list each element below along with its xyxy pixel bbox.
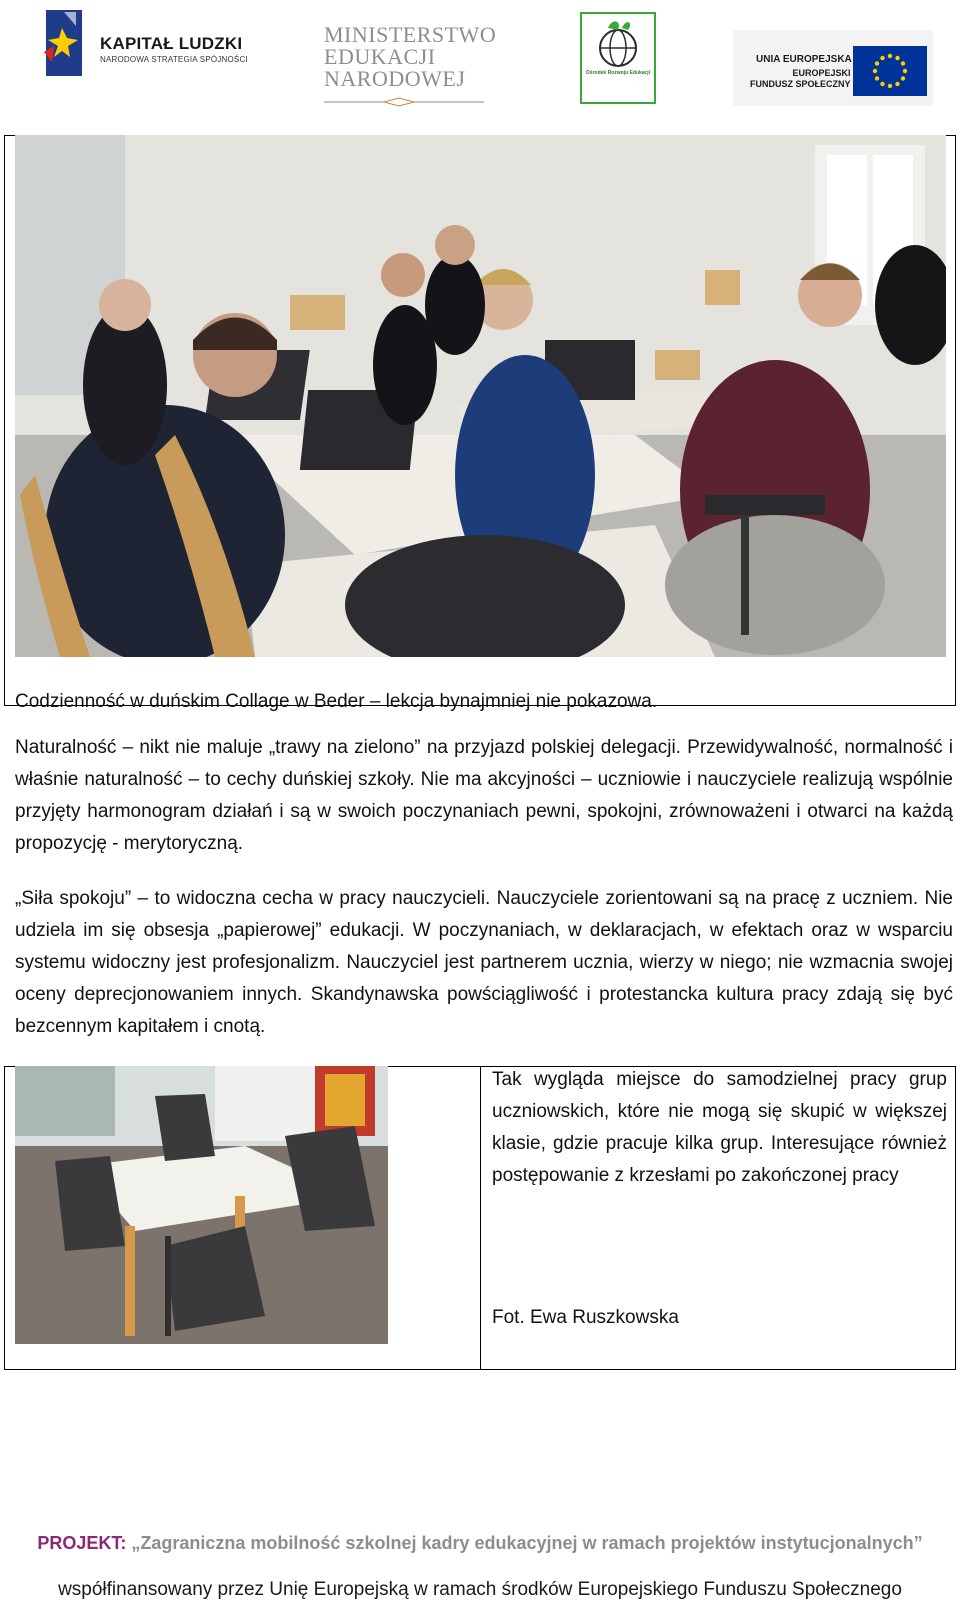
eu-star-icon — [895, 82, 899, 86]
eu-star-icon — [875, 76, 879, 80]
project-label: PROJEKT: — [37, 1533, 127, 1553]
eu-star-icon — [873, 69, 877, 73]
photo-credit: Fot. Ewa Ruszkowska — [492, 1307, 679, 1328]
ministerstwo-line1: MINISTERSTWO — [324, 22, 497, 47]
classroom-photo — [15, 135, 946, 657]
paragraph-naturalnosc: Naturalność – nikt nie maluje „trawy na zielono” na przyjazd polskiej delegacji. Przewidywalność, normalność i właśnie naturalność – to cechy duńskiej szkoły. Nie ma akcyjności – uczniowie i nauczyciele realizują wspólnie przyjęty harmonogram działań i są w swoich poczynaniach pewni, spokojni, zrównoważeni i otwarci na każdą propozycję - merytoryczną. — [15, 737, 953, 854]
oer-logo — [580, 12, 656, 104]
ue-sub — [750, 68, 851, 90]
kapital-ludzki-title: KAPITAŁ LUDZKI — [100, 34, 243, 53]
photo-caption: Codzienność w duńskim Collage w Beder – lekcja bynajmniej nie pokazowa. — [15, 691, 658, 712]
project-title: „Zagraniczna mobilność szkolnej kadry edukacyjnej w ramach projektów instytucjonalnych” — [131, 1533, 923, 1553]
eu-star-icon — [888, 54, 892, 58]
workspace-photo — [15, 1066, 388, 1344]
oer-caption: Ośrodek Rozwoju Edukacji — [585, 70, 651, 76]
ue-title: UNIA EUROPEJSKA — [756, 54, 852, 65]
workspace-description: Tak wygląda miejsce do samodzielnej pracy grup uczniowskich, które nie mogą się skupić w większej klasie, gdzie pracuje kilka grup. Interesujące również postępowanie z krzesłami po zakończonej pracy — [492, 1069, 947, 1186]
eu-star-icon — [875, 61, 879, 65]
ministerstwo-line2: EDUKACJI — [324, 44, 436, 69]
ue-sub-line1: EUROPEJSKI — [792, 68, 851, 78]
kapital-ludzki-subtitle: NARODOWA STRATEGIA SPÓJNOŚCI — [100, 55, 248, 64]
ministerstwo-logo — [324, 24, 496, 112]
globe-icon — [582, 14, 654, 74]
ue-sub-line2: FUNDUSZ SPOŁECZNY — [750, 79, 851, 89]
workspace-box-divider — [480, 1066, 481, 1370]
ministerstwo-pen-icon — [324, 96, 484, 108]
eu-star-icon — [903, 69, 907, 73]
cofinancing-note: współfinansowany przez Unię Europejską w ramach środków Europejskiego Funduszu Społecznego — [58, 1579, 902, 1600]
eu-star-icon — [901, 61, 905, 65]
eu-flag-icon — [853, 46, 927, 96]
eu-star-icon — [895, 56, 899, 60]
ministerstwo-line3: NARODOWEJ — [324, 66, 466, 91]
paragraph-sila-spokoju: „Siła spokoju” – to widoczna cecha w pracy nauczycieli. Nauczyciele zorientowani są na pracę z uczniem. Nie udziela im się obsesja „papierowej” edukacji. W poczynaniach, w deklaracjach, w efektach oraz w wsparciu systemu widoczny jest profesjonalizm. Nauczyciel jest partnerem ucznia, wierzy w niego; nie wzmacnia swojej oceny deprecjonowaniem innych. Skandynawska powściągliwość i protestancka kultura pracy zdają się być bezcennym kapitałem i cnotą. — [15, 888, 953, 1037]
eu-star-icon — [880, 56, 884, 60]
eu-star-icon — [888, 84, 892, 88]
project-footer — [0, 1530, 960, 1556]
eu-star-icon — [880, 82, 884, 86]
eu-star-icon — [901, 76, 905, 80]
